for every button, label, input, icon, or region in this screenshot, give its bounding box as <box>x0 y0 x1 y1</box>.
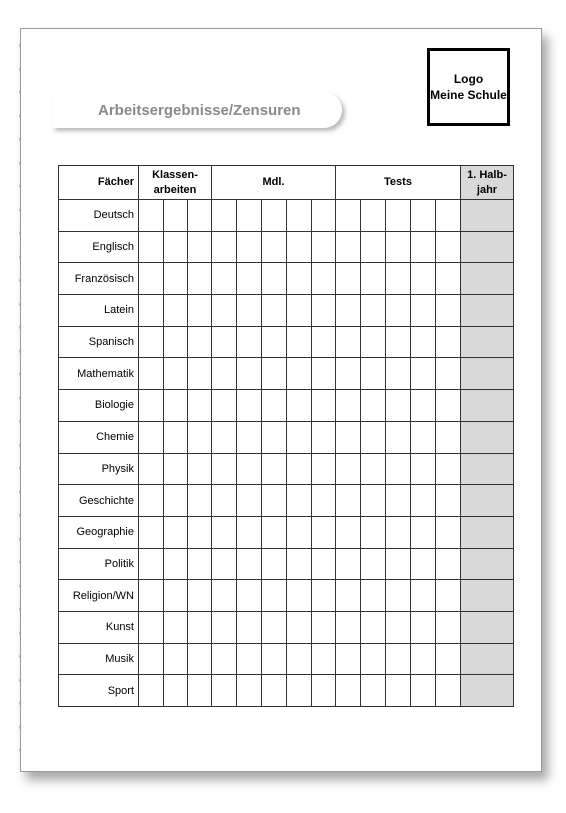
grade-cell[interactable] <box>164 516 188 548</box>
subject-row <box>59 611 514 643</box>
grade-cell[interactable] <box>139 485 164 517</box>
halbjahr-cell[interactable] <box>461 200 514 232</box>
grade-cell[interactable] <box>386 675 411 707</box>
grade-cell[interactable] <box>188 263 212 295</box>
grade-cell[interactable] <box>237 453 262 485</box>
subject-row <box>59 326 514 358</box>
grade-cell[interactable] <box>188 643 212 675</box>
grade-cell[interactable] <box>361 643 386 675</box>
grade-cell[interactable] <box>237 421 262 453</box>
grade-cell[interactable] <box>336 421 361 453</box>
grade-cell[interactable] <box>287 326 312 358</box>
grade-cell[interactable] <box>312 548 336 580</box>
grade-cell[interactable] <box>386 295 411 327</box>
grade-cell[interactable] <box>287 231 312 263</box>
subject-label: Kunst <box>59 611 139 643</box>
grade-cell[interactable] <box>436 453 461 485</box>
halbjahr-cell[interactable] <box>461 516 514 548</box>
grade-cell[interactable] <box>237 548 262 580</box>
grade-cell[interactable] <box>237 295 262 327</box>
grade-cell[interactable] <box>139 580 164 612</box>
logo-label: Logo <box>453 72 484 86</box>
grade-cell[interactable] <box>164 611 188 643</box>
grade-cell[interactable] <box>212 263 237 295</box>
grade-cell[interactable] <box>212 326 237 358</box>
grade-cell[interactable] <box>361 200 386 232</box>
grade-cell[interactable] <box>436 358 461 390</box>
grade-cell[interactable] <box>336 453 361 485</box>
grade-cell[interactable] <box>436 390 461 422</box>
subject-row <box>59 421 514 453</box>
grade-cell[interactable] <box>336 485 361 517</box>
grade-cell[interactable] <box>386 421 411 453</box>
grade-cell[interactable] <box>164 295 188 327</box>
subject-label: Spanisch <box>59 326 139 358</box>
grade-cell[interactable] <box>212 295 237 327</box>
grade-cell[interactable] <box>139 326 164 358</box>
grade-cell[interactable] <box>139 263 164 295</box>
subject-row <box>59 263 514 295</box>
grade-cell[interactable] <box>212 643 237 675</box>
subject-row <box>59 516 514 548</box>
subject-label: Deutsch <box>59 200 139 232</box>
grade-cell[interactable] <box>188 485 212 517</box>
grade-cell[interactable] <box>436 611 461 643</box>
grade-cell[interactable] <box>212 675 237 707</box>
grade-cell[interactable] <box>312 580 336 612</box>
grade-cell[interactable] <box>411 421 436 453</box>
grade-cell[interactable] <box>237 231 262 263</box>
grade-cell[interactable] <box>212 485 237 517</box>
halbjahr-cell[interactable] <box>461 295 514 327</box>
grade-cell[interactable] <box>386 453 411 485</box>
subject-row <box>59 580 514 612</box>
grade-cell[interactable] <box>188 358 212 390</box>
grade-cell[interactable] <box>361 263 386 295</box>
grade-cell[interactable] <box>336 263 361 295</box>
subject-label: Französisch <box>59 263 139 295</box>
grade-cell[interactable] <box>287 548 312 580</box>
subject-label: Religion/WN <box>59 580 139 612</box>
grade-cell[interactable] <box>361 548 386 580</box>
grade-cell[interactable] <box>164 675 188 707</box>
grade-cell[interactable] <box>188 231 212 263</box>
halbjahr-cell[interactable] <box>461 358 514 390</box>
grade-cell[interactable] <box>361 358 386 390</box>
grade-cell[interactable] <box>287 453 312 485</box>
grade-cell[interactable] <box>139 516 164 548</box>
grade-cell[interactable] <box>386 326 411 358</box>
klassenarbeiten-header-line2: arbeiten <box>153 183 197 196</box>
subject-row <box>59 643 514 675</box>
grade-cell[interactable] <box>436 421 461 453</box>
grade-cell[interactable] <box>411 200 436 232</box>
grade-cell[interactable] <box>139 358 164 390</box>
grade-cell[interactable] <box>139 611 164 643</box>
grade-cell[interactable] <box>164 358 188 390</box>
grade-cell[interactable] <box>188 548 212 580</box>
grade-cell[interactable] <box>262 643 287 675</box>
grade-cell[interactable] <box>336 580 361 612</box>
grade-cell[interactable] <box>212 200 237 232</box>
grade-cell[interactable] <box>164 231 188 263</box>
halbjahr-cell[interactable] <box>461 453 514 485</box>
grade-cell[interactable] <box>262 580 287 612</box>
grade-cell[interactable] <box>164 263 188 295</box>
grade-cell[interactable] <box>436 200 461 232</box>
grade-cell[interactable] <box>262 358 287 390</box>
grade-cell[interactable] <box>212 358 237 390</box>
subject-label: Biologie <box>59 390 139 422</box>
grade-cell[interactable] <box>436 295 461 327</box>
grade-cell[interactable] <box>164 200 188 232</box>
grade-cell[interactable] <box>212 390 237 422</box>
grade-cell[interactable] <box>287 200 312 232</box>
grade-cell[interactable] <box>361 326 386 358</box>
grade-cell[interactable] <box>287 295 312 327</box>
grade-cell[interactable] <box>361 453 386 485</box>
grade-cell[interactable] <box>312 326 336 358</box>
grade-cell[interactable] <box>436 548 461 580</box>
grade-cell[interactable] <box>287 675 312 707</box>
grade-cell[interactable] <box>411 611 436 643</box>
grade-cell[interactable] <box>164 326 188 358</box>
grade-cell[interactable] <box>287 580 312 612</box>
grade-cell[interactable] <box>336 548 361 580</box>
grade-cell[interactable] <box>262 485 287 517</box>
klassenarbeiten-header-line1: Klassen- <box>152 168 198 181</box>
grade-cell[interactable] <box>361 295 386 327</box>
subject-label: Chemie <box>59 421 139 453</box>
grade-cell[interactable] <box>188 516 212 548</box>
grade-cell[interactable] <box>188 675 212 707</box>
grade-cell[interactable] <box>139 548 164 580</box>
grade-cell[interactable] <box>287 611 312 643</box>
grades-table <box>58 165 514 707</box>
grade-cell[interactable] <box>411 453 436 485</box>
grade-cell[interactable] <box>336 358 361 390</box>
grade-cell[interactable] <box>188 453 212 485</box>
halbjahr-cell[interactable] <box>461 326 514 358</box>
grade-cell[interactable] <box>262 200 287 232</box>
halbjahr-cell[interactable] <box>461 580 514 612</box>
subject-label: Englisch <box>59 231 139 263</box>
grade-cell[interactable] <box>411 358 436 390</box>
grade-cell[interactable] <box>287 485 312 517</box>
grade-cell[interactable] <box>361 485 386 517</box>
subject-row <box>59 231 514 263</box>
halbjahr-cell[interactable] <box>461 231 514 263</box>
grade-cell[interactable] <box>386 548 411 580</box>
grade-cell[interactable] <box>361 390 386 422</box>
grade-cell[interactable] <box>287 390 312 422</box>
grade-cell[interactable] <box>312 643 336 675</box>
grade-cell[interactable] <box>262 231 287 263</box>
grade-cell[interactable] <box>436 643 461 675</box>
grade-cell[interactable] <box>262 295 287 327</box>
halbjahr-header-line2: jahr <box>476 183 498 196</box>
grade-cell[interactable] <box>262 611 287 643</box>
grade-cell[interactable] <box>164 643 188 675</box>
subject-label: Latein <box>59 295 139 327</box>
grade-cell[interactable] <box>139 453 164 485</box>
halbjahr-header <box>461 166 514 200</box>
grade-cell[interactable] <box>336 643 361 675</box>
tests-header: Tests <box>336 166 461 200</box>
title-tab <box>52 92 342 128</box>
grade-cell[interactable] <box>262 516 287 548</box>
grade-cell[interactable] <box>436 231 461 263</box>
subject-label: Musik <box>59 643 139 675</box>
grade-cell[interactable] <box>386 580 411 612</box>
grade-cell[interactable] <box>336 200 361 232</box>
grade-cell[interactable] <box>139 675 164 707</box>
halbjahr-cell[interactable] <box>461 548 514 580</box>
grade-cell[interactable] <box>262 263 287 295</box>
grade-cell[interactable] <box>336 675 361 707</box>
subject-row <box>59 453 514 485</box>
grade-cell[interactable] <box>336 295 361 327</box>
subject-row <box>59 200 514 232</box>
grade-cell[interactable] <box>212 421 237 453</box>
grade-cell[interactable] <box>436 516 461 548</box>
subject-row <box>59 358 514 390</box>
grade-cell[interactable] <box>411 580 436 612</box>
header-row <box>59 166 514 200</box>
grade-cell[interactable] <box>386 200 411 232</box>
grade-cell[interactable] <box>237 516 262 548</box>
grade-cell[interactable] <box>237 358 262 390</box>
grade-cell[interactable] <box>212 231 237 263</box>
grade-cell[interactable] <box>411 326 436 358</box>
grade-cell[interactable] <box>336 611 361 643</box>
grade-cell[interactable] <box>164 580 188 612</box>
grade-cell[interactable] <box>411 390 436 422</box>
grade-cell[interactable] <box>312 358 336 390</box>
grade-cell[interactable] <box>386 611 411 643</box>
halbjahr-cell[interactable] <box>461 675 514 707</box>
grade-cell[interactable] <box>262 326 287 358</box>
grade-cell[interactable] <box>411 548 436 580</box>
grade-cell[interactable] <box>411 516 436 548</box>
halbjahr-cell[interactable] <box>461 485 514 517</box>
grade-cell[interactable] <box>386 263 411 295</box>
grade-cell[interactable] <box>237 390 262 422</box>
grade-cell[interactable] <box>237 200 262 232</box>
halbjahr-cell[interactable] <box>461 263 514 295</box>
subject-label: Politik <box>59 548 139 580</box>
grade-cell[interactable] <box>411 675 436 707</box>
school-name: Meine Schule <box>430 88 507 102</box>
grade-cell[interactable] <box>287 358 312 390</box>
grade-cell[interactable] <box>188 295 212 327</box>
grade-cell[interactable] <box>262 453 287 485</box>
grade-cell[interactable] <box>336 516 361 548</box>
grade-cell[interactable] <box>361 231 386 263</box>
grade-cell[interactable] <box>262 548 287 580</box>
grade-cell[interactable] <box>361 675 386 707</box>
grade-cell[interactable] <box>312 421 336 453</box>
grade-cell[interactable] <box>262 421 287 453</box>
grade-cell[interactable] <box>139 643 164 675</box>
grade-cell[interactable] <box>336 231 361 263</box>
grade-cell[interactable] <box>312 263 336 295</box>
grade-cell[interactable] <box>164 548 188 580</box>
mdl-header: Mdl. <box>212 166 336 200</box>
subject-row <box>59 295 514 327</box>
grade-cell[interactable] <box>436 675 461 707</box>
grade-cell[interactable] <box>361 421 386 453</box>
subject-row <box>59 675 514 707</box>
grade-cell[interactable] <box>312 516 336 548</box>
grade-cell[interactable] <box>237 485 262 517</box>
grade-cell[interactable] <box>312 453 336 485</box>
grade-cell[interactable] <box>212 548 237 580</box>
subject-column-header: Fächer <box>59 166 139 200</box>
grade-cell[interactable] <box>312 295 336 327</box>
grade-cell[interactable] <box>139 390 164 422</box>
halbjahr-cell[interactable] <box>461 390 514 422</box>
grade-cell[interactable] <box>139 231 164 263</box>
grade-cell[interactable] <box>212 453 237 485</box>
klassenarbeiten-header <box>139 166 212 200</box>
grade-cell[interactable] <box>312 675 336 707</box>
grade-cell[interactable] <box>237 263 262 295</box>
grade-cell[interactable] <box>188 611 212 643</box>
subject-label: Geschichte <box>59 485 139 517</box>
grade-cell[interactable] <box>287 263 312 295</box>
grade-cell[interactable] <box>386 390 411 422</box>
grade-cell[interactable] <box>312 390 336 422</box>
grade-cell[interactable] <box>436 263 461 295</box>
grade-cell[interactable] <box>237 611 262 643</box>
grade-cell[interactable] <box>312 200 336 232</box>
school-logo-box <box>427 48 510 126</box>
grade-cell[interactable] <box>312 485 336 517</box>
grade-cell[interactable] <box>237 675 262 707</box>
grade-cell[interactable] <box>139 200 164 232</box>
grade-cell[interactable] <box>287 421 312 453</box>
grade-cell[interactable] <box>262 675 287 707</box>
grade-cell[interactable] <box>139 295 164 327</box>
grade-cell[interactable] <box>312 231 336 263</box>
grade-cell[interactable] <box>386 358 411 390</box>
subject-row <box>59 390 514 422</box>
halbjahr-cell[interactable] <box>461 421 514 453</box>
subject-row <box>59 485 514 517</box>
subject-label: Mathematik <box>59 358 139 390</box>
grade-cell[interactable] <box>336 390 361 422</box>
grade-cell[interactable] <box>336 326 361 358</box>
halbjahr-cell[interactable] <box>461 643 514 675</box>
grade-cell[interactable] <box>436 485 461 517</box>
grade-cell[interactable] <box>436 580 461 612</box>
grade-cell[interactable] <box>188 421 212 453</box>
grade-cell[interactable] <box>361 580 386 612</box>
grade-cell[interactable] <box>386 485 411 517</box>
subject-row <box>59 548 514 580</box>
grade-cell[interactable] <box>436 326 461 358</box>
grade-cell[interactable] <box>164 421 188 453</box>
page-title: Arbeitsergebnisse/Zensuren <box>98 102 301 119</box>
halbjahr-cell[interactable] <box>461 611 514 643</box>
grade-cell[interactable] <box>188 580 212 612</box>
grade-cell[interactable] <box>212 580 237 612</box>
halbjahr-header-line1: 1. Halb- <box>467 168 507 181</box>
grade-cell[interactable] <box>164 390 188 422</box>
grade-cell[interactable] <box>188 390 212 422</box>
subject-label: Sport <box>59 675 139 707</box>
grade-cell[interactable] <box>386 516 411 548</box>
subject-label: Physik <box>59 453 139 485</box>
subject-label: Geographie <box>59 516 139 548</box>
grade-cell[interactable] <box>237 580 262 612</box>
grade-cell[interactable] <box>411 295 436 327</box>
grade-cell[interactable] <box>411 643 436 675</box>
grade-cell[interactable] <box>212 611 237 643</box>
grade-cell[interactable] <box>188 326 212 358</box>
grade-cell[interactable] <box>361 516 386 548</box>
grade-cell[interactable] <box>361 611 386 643</box>
grade-cell[interactable] <box>386 643 411 675</box>
grade-cell[interactable] <box>312 611 336 643</box>
grade-cell[interactable] <box>188 200 212 232</box>
grade-cell[interactable] <box>212 516 237 548</box>
grade-cell[interactable] <box>164 453 188 485</box>
grade-cell[interactable] <box>411 231 436 263</box>
grade-cell[interactable] <box>237 326 262 358</box>
grade-cell[interactable] <box>262 390 287 422</box>
grade-cell[interactable] <box>237 643 262 675</box>
grade-cell[interactable] <box>164 485 188 517</box>
grade-cell[interactable] <box>287 643 312 675</box>
grade-cell[interactable] <box>386 231 411 263</box>
grade-cell[interactable] <box>287 516 312 548</box>
grade-cell[interactable] <box>411 263 436 295</box>
grade-cell[interactable] <box>139 421 164 453</box>
grade-cell[interactable] <box>411 485 436 517</box>
